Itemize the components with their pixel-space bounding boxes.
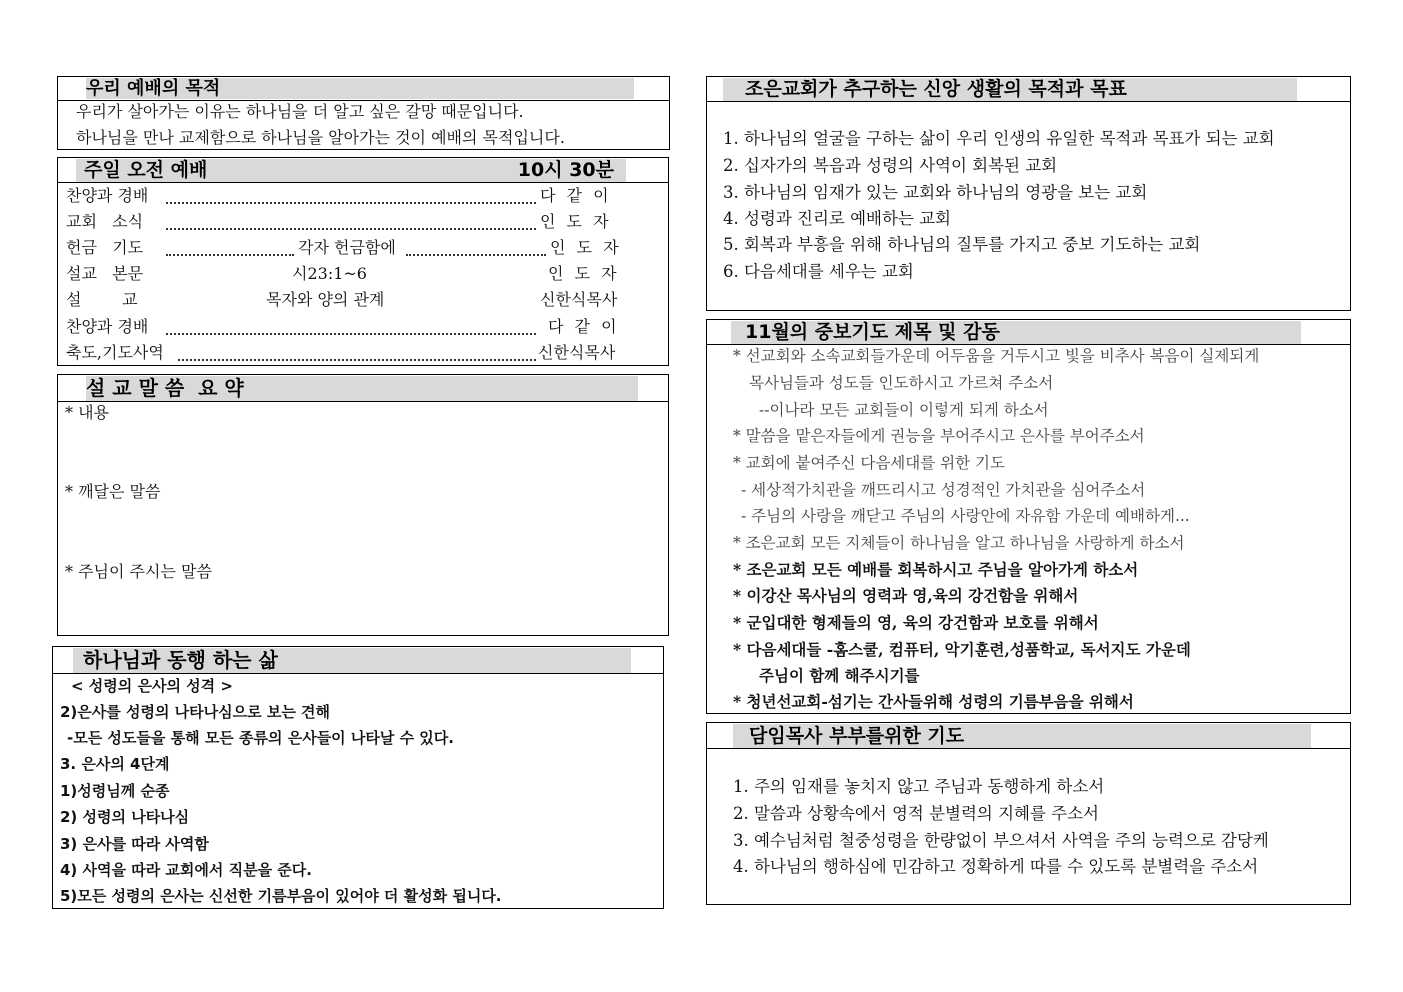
goal-item: 1. 하나님의 얼굴을 구하는 삶이 우리 인생의 유일한 목적과 목표가 되는 교회 xyxy=(723,129,1275,148)
summary-item-realized: * 깨달은 말씀 xyxy=(65,482,161,501)
row-label: 설교 본문 xyxy=(66,264,144,283)
walk-line: 1)성령님께 순종 xyxy=(60,782,170,800)
row-label: 찬양과 경배 xyxy=(66,317,149,336)
service-title-bar xyxy=(76,159,626,182)
row-label: 설 교 xyxy=(66,290,138,309)
row-label: 헌금 기도 xyxy=(66,238,144,257)
summary-item-given: * 주님이 주시는 말씀 xyxy=(65,562,212,581)
prayer-line: * 다음세대들 -홈스쿨, 컴퓨터, 악기훈련,성품학교, 독서지도 가운데 xyxy=(733,640,1191,659)
prayer-line: - 세상적가치관을 깨뜨리시고 성경적인 가치관을 심어주소서 xyxy=(741,481,1146,499)
row-label: 교회 소식 xyxy=(66,212,144,231)
walk-line: < 성령의 은사의 성격 > xyxy=(71,677,233,695)
row-middle: 각자 헌금함에 xyxy=(298,238,396,257)
sermon-summary-title: 설 교 말 씀 요 약 xyxy=(86,376,638,401)
prayer-line: * 조은교회 모든 지체들이 하나님을 알고 하나님을 사랑하게 하소서 xyxy=(733,534,1185,552)
prayer-line: - 주님의 사랑을 깨닫고 주님의 사랑안에 자유함 가운데 예배하게... xyxy=(741,507,1190,525)
prayer-line: --이나라 모든 교회들이 이렇게 되게 하소서 xyxy=(759,401,1049,419)
row-dots xyxy=(178,345,536,361)
goals-section xyxy=(706,76,1351,311)
service-section xyxy=(57,157,669,366)
row-middle: 시23:1~6 xyxy=(292,264,367,283)
walk-line: 2)은사를 성령의 나타나심으로 보는 견해 xyxy=(60,703,331,721)
pastor-prayer-item: 1. 주의 임재를 놓치지 않고 주님과 동행하게 하소서 xyxy=(733,777,1105,796)
walk-line: 5)모든 성령의 은사는 신선한 기름부음이 있어야 더 활성화 됩니다. xyxy=(60,887,502,905)
prayer-line: 목사님들과 성도들 인도하시고 가르쳐 주소서 xyxy=(749,374,1054,392)
pastor-prayer-item: 3. 예수님처럼 철중성령을 한량없이 부으셔서 사역을 주의 능력으로 감당케 xyxy=(733,831,1269,850)
goal-item: 5. 회복과 부흥을 위해 하나님의 질투를 가지고 중보 기도하는 교회 xyxy=(723,235,1201,254)
service-row xyxy=(66,236,626,260)
row-dots xyxy=(166,240,294,256)
service-row xyxy=(66,341,626,365)
walk-line: 3) 은사를 따라 사역함 xyxy=(60,835,209,853)
prayer-line: * 교회에 붙여주신 다음세대를 위한 기도 xyxy=(733,454,1005,472)
service-row xyxy=(66,184,626,208)
row-dots xyxy=(166,214,536,230)
service-title: 주일 오전 예배 xyxy=(84,159,208,181)
prayer-line: * 조은교회 모든 예배를 회복하시고 주님을 알아가게 하소서 xyxy=(733,560,1139,579)
row-middle: 목자와 양의 관계 xyxy=(266,290,385,309)
pastor-prayer-item: 2. 말씀과 상황속에서 영적 분별력의 지혜를 주소서 xyxy=(733,804,1099,823)
row-person: 다 같 이 xyxy=(540,186,612,205)
service-row xyxy=(66,210,626,234)
purpose-line: 우리가 살아가는 이유는 하나님을 더 알고 싶은 갈망 때문입니다. xyxy=(76,102,524,121)
row-dots xyxy=(406,240,546,256)
row-person: 인 도 자 xyxy=(540,212,612,231)
row-label: 찬양과 경배 xyxy=(66,186,149,205)
row-dots xyxy=(166,188,536,204)
prayer-line: * 말씀을 맡은자들에게 권능을 부어주시고 은사를 부어주소서 xyxy=(733,427,1145,445)
service-row xyxy=(66,288,626,312)
prayer-line: * 군입대한 형제들의 영, 육의 강건함과 보호를 위해서 xyxy=(733,613,1099,632)
row-person: 인 도 자 xyxy=(550,238,622,257)
service-time: 10시 30분 xyxy=(517,159,614,181)
purpose-title: 우리 예배의 목적 xyxy=(86,78,634,99)
prayer-line: * 이강산 목사님의 영력과 영,육의 강건함을 위해서 xyxy=(733,586,1079,605)
row-person: 다 같 이 xyxy=(548,317,620,336)
goal-item: 3. 하나님의 임재가 있는 교회와 하나님의 영광을 보는 교회 xyxy=(723,183,1148,202)
pastor-prayer-title: 담임목사 부부를위한 기도 xyxy=(733,724,1311,748)
prayer-title: 11월의 중보기도 제목 및 감동 xyxy=(731,321,1301,344)
walk-line: 3. 은사의 4단계 xyxy=(60,755,170,773)
walk-title: 하나님과 동행 하는 삶 xyxy=(73,648,631,673)
walk-line: 4) 사역을 따라 교회에서 직분을 준다. xyxy=(60,861,312,879)
row-label: 축도,기도사역 xyxy=(66,343,164,362)
service-row xyxy=(66,262,626,286)
purpose-section xyxy=(57,76,670,150)
row-person: 신한식목사 xyxy=(540,290,618,309)
prayer-section xyxy=(706,319,1351,714)
row-person: 신한식목사 xyxy=(538,343,616,362)
summary-item-content: * 내용 xyxy=(65,403,109,422)
prayer-line: * 청년선교회-섬기는 간사들위해 성령의 기름부음을 위해서 xyxy=(733,692,1134,711)
pastor-prayer-item: 4. 하나님의 행하심에 민감하고 정확하게 따를 수 있도록 분별력을 주소서 xyxy=(733,857,1259,876)
goal-item: 2. 십자가의 복음과 성령의 사역이 회복된 교회 xyxy=(723,156,1058,175)
purpose-line: 하나님을 만나 교제함으로 하나님을 알아가는 것이 예배의 목적입니다. xyxy=(76,128,565,147)
prayer-line: 주님이 함께 해주시기를 xyxy=(759,666,920,685)
row-person: 인 도 자 xyxy=(548,264,620,283)
goal-item: 4. 성령과 진리로 예배하는 교회 xyxy=(723,209,951,228)
walk-line: 2) 성령의 나타나심 xyxy=(60,808,190,826)
row-dots xyxy=(166,319,536,335)
sermon-summary-section xyxy=(57,374,669,636)
goal-item: 6. 다음세대를 세우는 교회 xyxy=(723,262,914,281)
prayer-line: * 선교회와 소속교회들가운데 어두움을 거두시고 빛을 비추사 복음이 실제되게 xyxy=(733,347,1260,365)
service-row xyxy=(66,315,626,339)
walk-section xyxy=(52,646,664,909)
pastor-prayer-section xyxy=(706,722,1351,905)
walk-line: -모든 성도들을 통해 모든 종류의 은사들이 나타날 수 있다. xyxy=(67,729,454,747)
goals-title: 조은교회가 추구하는 신앙 생활의 목적과 목표 xyxy=(723,78,1297,101)
